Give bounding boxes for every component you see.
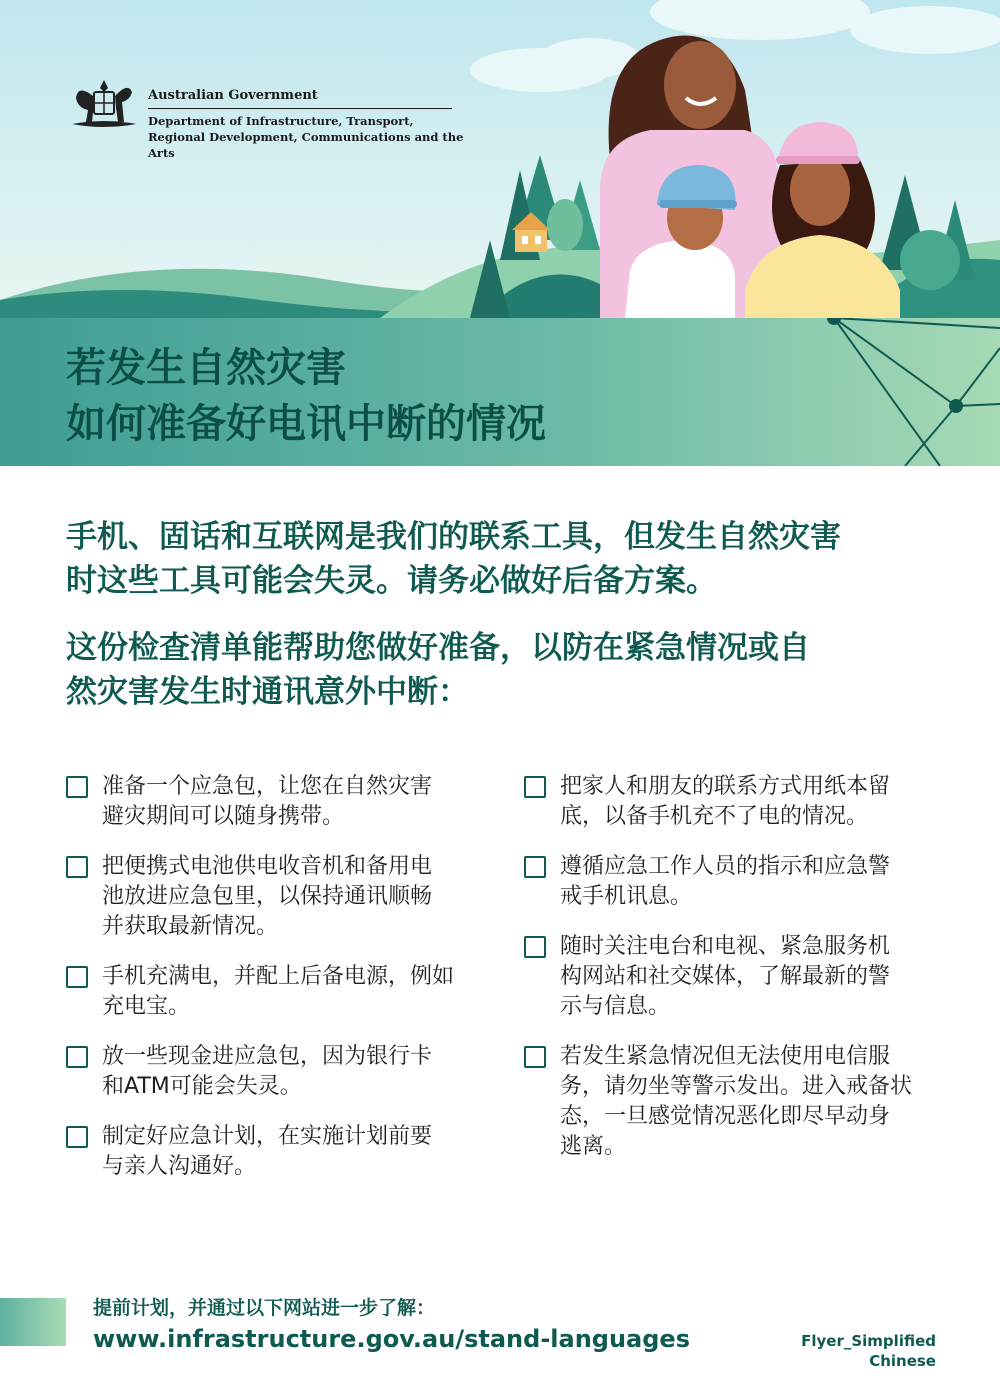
checkbox-icon[interactable] [66, 1126, 88, 1148]
checklist-line: 把家人和朋友的联系方式用纸本留 [560, 774, 891, 799]
checkbox-icon[interactable] [66, 966, 88, 988]
checklist-line: 逃离。 [560, 1134, 627, 1159]
department-line-1: Department of Infrastructure, Transport, [148, 114, 414, 128]
checklist-line: 务，请勿坐等警示发出。进入戒备状 [560, 1074, 913, 1099]
checklist-item [66, 852, 486, 942]
checklist-item [66, 1122, 486, 1182]
checkbox-icon[interactable] [66, 1046, 88, 1068]
title-band [0, 318, 1000, 466]
hero-illustration [0, 0, 1000, 318]
flyer-language-tag: Flyer_Simplified Chinese [801, 1332, 936, 1370]
checklist-item [524, 772, 944, 832]
checklist-line: 随时关注电台和电视、紧急服务机 [560, 934, 891, 959]
footer-prompt: 提前计划，并通过以下网站进一步了解： [93, 1297, 436, 1319]
checklist-line: 放一些现金进应急包，因为银行卡 [102, 1044, 433, 1069]
department-line-2: Regional Development, Communications and the Arts [148, 130, 464, 160]
checkbox-icon[interactable] [524, 856, 546, 878]
checklist-line: 和ATM可能会失灵。 [102, 1074, 302, 1099]
checklist-item [524, 932, 944, 1022]
checklist-item [524, 1042, 944, 1162]
checkbox-icon[interactable] [524, 776, 546, 798]
checklist-item [66, 1042, 486, 1102]
checkbox-icon[interactable] [66, 776, 88, 798]
checklist-line: 示与信息。 [560, 994, 671, 1019]
intro-1-line-1: 手机、固话和互联网是我们的联系工具，但发生自然灾害 [66, 519, 841, 555]
checklist-line: 遵循应急工作人员的指示和应急警 [560, 854, 891, 879]
intro-2-line-1: 这份检查清单能帮助您做好准备，以防在紧急情况或自 [66, 630, 810, 666]
checklist-line: 池放进应急包里，以保持通讯顺畅 [102, 884, 433, 909]
branding-divider [148, 108, 452, 109]
checklist-line: 把便携式电池供电收音机和备用电 [102, 854, 433, 879]
page-title [66, 340, 546, 452]
checklist-line: 态，一旦感觉情况恶化即尽早动身 [560, 1104, 891, 1129]
checklist-line: 充电宝。 [102, 994, 191, 1019]
checkbox-icon[interactable] [524, 936, 546, 958]
checklist-line: 构网站和社交媒体，了解最新的警 [560, 964, 891, 989]
checklist-line: 手机充满电，并配上后备电源，例如 [102, 964, 455, 989]
checkbox-icon[interactable] [524, 1046, 546, 1068]
checklist-left-column [66, 772, 486, 1202]
checklist-line: 与亲人沟通好。 [102, 1154, 257, 1179]
checklist-line: 制定好应急计划，在实施计划前要 [102, 1124, 433, 1149]
footer-website-link[interactable]: www.infrastructure.gov.au/stand-languages [93, 1325, 690, 1353]
intro-paragraph-1 [66, 515, 946, 603]
checklist-line: 底，以备手机充不了电的情况。 [560, 804, 869, 829]
checklist-item [524, 852, 944, 912]
checkbox-icon[interactable] [66, 856, 88, 878]
checklist-right-column [524, 772, 944, 1182]
checklist-line: 准备一个应急包，让您在自然灾害 [102, 774, 433, 799]
checklist-item [66, 962, 486, 1022]
checklist-item [66, 772, 486, 832]
intro-2-line-2: 然灾害发生时通讯意外中断： [66, 674, 469, 710]
intro-1-line-2: 时这些工具可能会失灵。请务必做好后备方案。 [66, 563, 717, 599]
checklist-line: 并获取最新情况。 [102, 914, 279, 939]
title-line-2: 如何准备好电讯中断的情况 [66, 401, 546, 447]
department-name [148, 113, 468, 161]
title-line-1: 若发生自然灾害 [66, 345, 346, 391]
footer-accent-bar [0, 1298, 66, 1346]
checklist-line: 戒手机讯息。 [560, 884, 693, 909]
coat-of-arms-logo [66, 74, 142, 132]
government-branding [66, 74, 464, 160]
government-name: Australian Government [148, 88, 318, 103]
checklist-line: 若发生紧急情况但无法使用电信服 [560, 1044, 891, 1069]
checklist-line: 避灾期间可以随身携带。 [102, 804, 345, 829]
intro-paragraph-2 [66, 626, 946, 714]
